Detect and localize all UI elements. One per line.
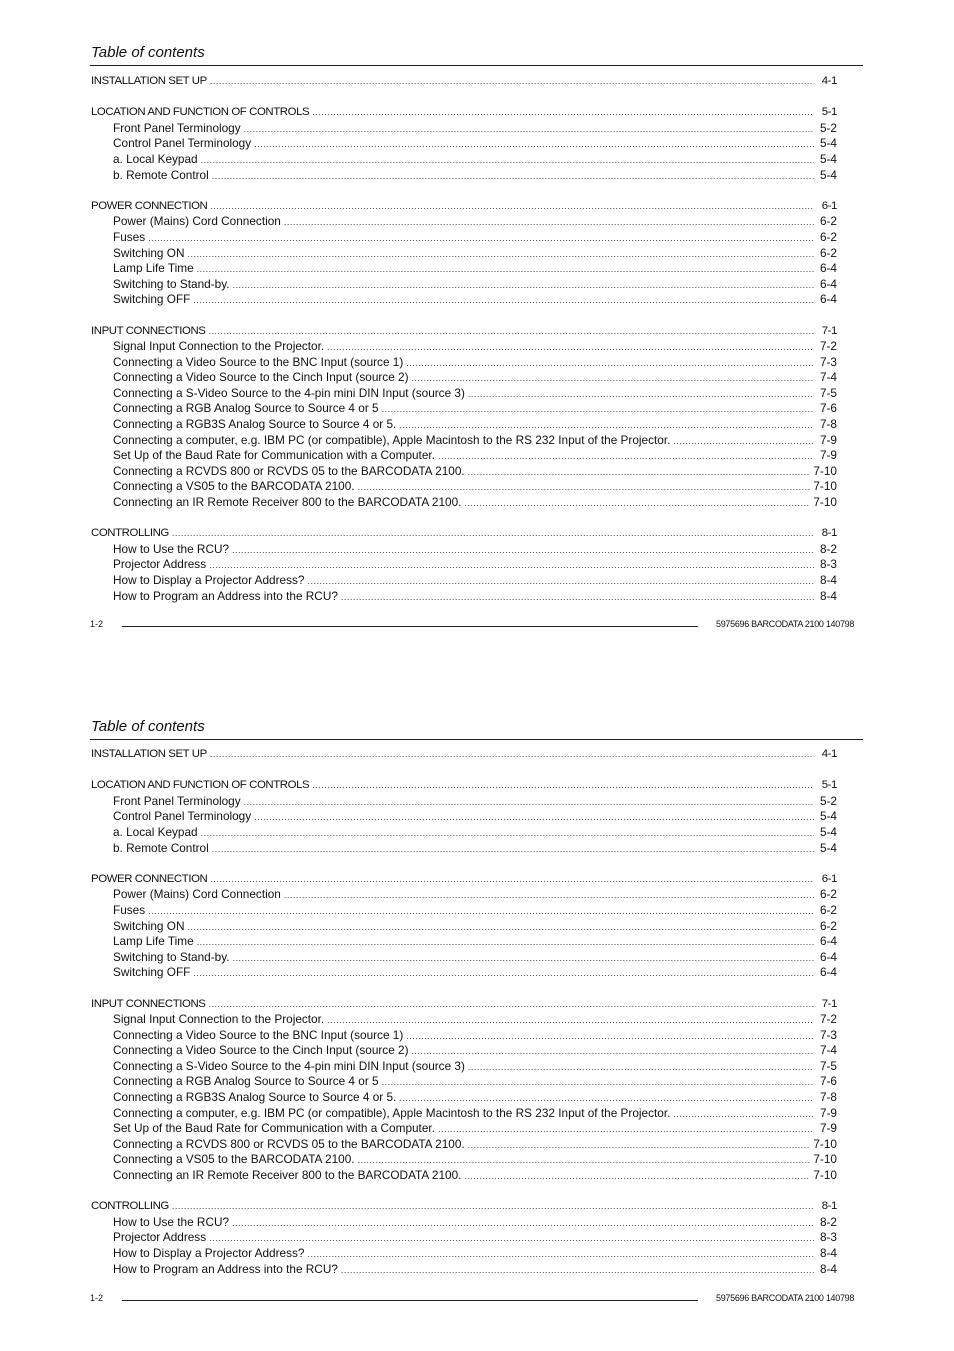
toc-entry-page-number: 8-3 [819,1230,837,1245]
toc-entry-page-number: 7-10 [813,1152,837,1167]
toc-subsection-entry[interactable] [91,1215,837,1231]
toc-entry-page-number: 5-2 [819,793,837,808]
toc-subsection-entry[interactable] [91,355,837,371]
toc-section-entry[interactable] [91,747,837,763]
toc-entry-label: b. Remote Control [113,840,209,855]
toc-entry-page-number: 6-1 [821,872,837,885]
page-title: Table of contents [91,718,205,735]
dot-leader [468,1138,811,1153]
dot-leader [399,418,814,433]
toc-subsection-entry[interactable] [91,1168,837,1184]
dot-leader [341,1263,814,1278]
toc-entry-page-number: 8-4 [819,1261,837,1276]
toc-entry-page-number: 8-4 [819,573,837,587]
toc-entry-page-number: 7-10 [813,1168,837,1183]
dot-leader [341,590,814,605]
toc-section-entry[interactable] [91,872,837,888]
toc-entry-label: Connecting a RCVDS 800 or RCVDS 05 to the BARCODATA 2100. [113,1136,465,1151]
toc-list [91,747,837,1277]
toc-entry-label: Control Panel Terminology [113,136,252,151]
toc-subsection-entry[interactable] [91,433,837,449]
title-divider [90,65,863,66]
toc-entry-page-number: 5-4 [819,167,837,182]
toc-entry-page-number: 7-1 [821,324,837,337]
toc-entry-label: CONTROLLING [91,1200,169,1213]
toc-section-entry[interactable] [91,1199,837,1215]
footer-page-number: 1-2 [90,619,104,629]
dot-leader [212,842,814,857]
toc-subsection-entry[interactable] [91,1137,837,1153]
toc-entry-label: Connecting a RGB3S Analog Source to Source 4 or 5. [113,417,397,432]
dot-leader [399,1091,814,1106]
dot-leader [464,1169,810,1184]
toc-entry-label: Connecting a RGB Analog Source to Source 4 or 5 [113,1074,379,1089]
toc-entry-page-number: 7-8 [819,417,837,432]
footer-divider [122,626,698,627]
toc-section-entry[interactable] [91,74,837,90]
dot-leader [406,1029,814,1044]
toc-entry-page-number: 7-2 [819,1012,837,1027]
toc-subsection-entry[interactable] [91,919,837,935]
toc-entry-page-number: 7-6 [819,1074,837,1089]
toc-entry-page-number: 6-2 [819,245,837,260]
toc-entry-label: Control Panel Terminology [113,809,252,824]
toc-entry-label: Connecting a RGB3S Analog Source to Source 4 or 5. [113,1090,397,1105]
dot-leader [148,231,814,246]
toc-entry-page-number: 6-2 [819,902,837,917]
toc-subsection-entry[interactable] [91,121,837,137]
toc-entry-page-number: 6-4 [819,949,837,964]
toc-entry-page-number: 5-4 [819,151,837,166]
toc-entry-label: Switching ON [113,918,185,933]
toc-entry-page-number: 6-4 [819,292,837,307]
toc-subsection-entry[interactable] [91,557,837,573]
toc-entry-label: Signal Input Connection to the Projector. [113,339,325,354]
toc-entry-label: Connecting a Video Source to the BNC Input (source 1) [113,354,404,369]
dot-leader [172,526,814,542]
toc-entry-label: Connecting a Video Source to the Cinch Input (source 2) [113,370,409,385]
toc-subsection-entry[interactable] [91,1028,837,1044]
toc-entry-page-number: 6-2 [819,887,837,902]
footer-doc-code: 5975696 BARCODATA 2100 140798 [716,1293,855,1303]
dot-leader [232,543,814,558]
toc-entry-label: Connecting a Video Source to the BNC Input (source 1) [113,1027,404,1042]
toc-entry-label: Switching OFF [113,292,191,307]
toc-entry-label: Connecting a Video Source to the Cinch Input (source 2) [113,1043,409,1058]
toc-subsection-entry[interactable] [91,214,837,230]
dot-leader [673,1107,814,1122]
toc-entry-label: Connecting a S-Video Source to the 4-pin mini DIN Input (source 3) [113,1058,465,1073]
dot-leader [209,1231,814,1246]
toc-entry-label: a. Local Keypad [113,824,198,839]
toc-subsection-entry[interactable] [91,950,837,966]
toc-entry-label: Front Panel Terminology [113,120,241,135]
toc-entry-label: Set Up of the Baud Rate for Communication with a Computer. [113,1121,435,1136]
toc-list [91,74,837,604]
toc-entry-label: b. Remote Control [113,167,209,182]
toc-entry-page-number: 8-3 [819,557,837,572]
dot-leader [382,402,814,417]
toc-entry-page-number: 5-4 [819,824,837,839]
toc-entry-label: CONTROLLING [91,527,169,540]
toc-entry-label: How to Program an Address into the RCU? [113,1261,338,1276]
toc-entry-page-number: 5-1 [821,106,837,119]
dot-leader [172,1199,814,1215]
dot-leader [254,810,814,825]
toc-subsection-entry[interactable] [91,277,837,293]
dot-leader [210,74,814,90]
dot-leader [209,324,815,340]
dot-leader [193,293,814,308]
toc-subsection-entry[interactable] [91,1106,837,1122]
toc-entry-label: Connecting a VS05 to the BARCODATA 2100. [113,479,355,494]
toc-entry-label: Connecting a computer, e.g. IBM PC (or compatible), Apple Macintosh to the RS 232 Input of the Projector. [113,1105,671,1120]
toc-entry-page-number: 7-10 [813,463,837,478]
dot-leader [312,105,814,121]
toc-section-entry[interactable] [91,778,837,794]
dot-leader [212,169,814,184]
dot-leader [210,199,814,215]
dot-leader [187,920,814,935]
toc-entry-page-number: 6-4 [819,965,837,980]
dot-leader [284,215,814,230]
dot-leader [197,935,814,950]
dot-leader [412,371,814,386]
toc-section-entry[interactable] [91,526,837,542]
toc-entry-label: LOCATION AND FUNCTION OF CONTROLS [91,779,310,792]
toc-subsection-entry[interactable] [91,542,837,558]
toc-subsection-entry[interactable] [91,401,837,417]
toc-entry-label: Connecting an IR Remote Receiver 800 to the BARCODATA 2100. [113,1168,462,1183]
toc-entry-page-number: 8-2 [819,541,837,556]
toc-entry-page-number: 6-4 [819,261,837,276]
toc-entry-page-number: 7-10 [813,495,837,510]
toc-subsection-entry[interactable] [91,1090,837,1106]
toc-entry-label: INSTALLATION SET UP [91,748,207,760]
toc-entry-page-number: 5-4 [819,136,837,151]
toc-subsection-entry[interactable] [91,386,837,402]
toc-subsection-entry[interactable] [91,339,837,355]
toc-entry-label: Connecting a S-Video Source to the 4-pin mini DIN Input (source 3) [113,385,465,400]
dot-leader [233,951,815,966]
toc-entry-page-number: 6-4 [819,934,837,949]
toc-subsection-entry[interactable] [91,1152,837,1168]
toc-entry-label: Switching ON [113,245,185,260]
toc-entry-label: Front Panel Terminology [113,793,241,808]
toc-subsection-entry[interactable] [91,136,837,152]
toc-entry-page-number: 7-9 [819,1121,837,1136]
footer-doc-code: 5975696 BARCODATA 2100 140798 [716,619,855,629]
dot-leader [193,966,814,981]
toc-entry-page-number: 4-1 [821,75,837,87]
toc-subsection-entry[interactable] [91,903,837,919]
toc-entry-label: Switching to Stand-by. [113,276,230,291]
dot-leader [148,904,814,919]
dot-leader [327,1013,814,1028]
toc-subsection-entry[interactable] [91,1246,837,1262]
dot-leader [187,247,814,262]
dot-leader [312,778,814,794]
toc-entry-page-number: 7-3 [819,1027,837,1042]
toc-subsection-entry[interactable] [91,292,837,308]
toc-entry-label: Fuses [113,902,146,917]
toc-entry-label: Projector Address [113,557,207,572]
toc-entry-label: Lamp Life Time [113,934,194,949]
toc-subsection-entry[interactable] [91,479,837,495]
toc-entry-label: Signal Input Connection to the Projector. [113,1012,325,1027]
toc-entry-page-number: 5-1 [821,779,837,792]
title-divider [90,739,863,740]
toc-subsection-entry[interactable] [91,168,837,184]
toc-entry-page-number: 7-4 [819,370,837,385]
toc-entry-label: Set Up of the Baud Rate for Communication with a Computer. [113,448,435,463]
toc-entry-label: POWER CONNECTION [91,199,208,212]
toc-subsection-entry[interactable] [91,573,837,589]
dot-leader [197,262,814,277]
toc-entry-label: Switching OFF [113,965,191,980]
toc-subsection-entry[interactable] [91,825,837,841]
toc-entry-label: How to Display a Projector Address? [113,573,305,587]
toc-entry-page-number: 6-1 [821,199,837,212]
toc-entry-page-number: 7-9 [819,448,837,463]
dot-leader [201,153,814,168]
toc-entry-label: How to Program an Address into the RCU? [113,588,338,603]
toc-subsection-entry[interactable] [91,261,837,277]
footer-divider [122,1300,698,1301]
toc-entry-page-number: 8-1 [821,527,837,540]
toc-subsection-entry[interactable] [91,841,837,857]
toc-subsection-entry[interactable] [91,1059,837,1075]
toc-entry-label: Fuses [113,229,146,244]
dot-leader [254,137,814,152]
dot-leader [307,574,814,589]
dot-leader [438,1122,814,1137]
toc-entry-page-number: 6-4 [819,276,837,291]
toc-entry-page-number: 6-2 [819,229,837,244]
toc-entry-page-number: 8-4 [819,1246,837,1260]
toc-entry-page-number: 7-9 [819,432,837,447]
toc-entry-label: Power (Mains) Cord Connection [113,214,281,229]
page-title: Table of contents [91,44,205,61]
toc-entry-label: Connecting a RCVDS 800 or RCVDS 05 to the BARCODATA 2100. [113,463,465,478]
toc-entry-page-number: 5-4 [819,809,837,824]
dot-leader [382,1075,814,1090]
toc-entry-label: INPUT CONNECTIONS [91,997,206,1010]
toc-entry-page-number: 5-4 [819,840,837,855]
toc-entry-page-number: 7-1 [821,997,837,1010]
toc-section-entry[interactable] [91,997,837,1013]
toc-entry-label: Lamp Life Time [113,261,194,276]
toc-subsection-entry[interactable] [91,246,837,262]
dot-leader [232,1216,814,1231]
toc-subsection-entry[interactable] [91,464,837,480]
dot-leader [210,872,814,888]
footer-page-number: 1-2 [90,1293,104,1303]
dot-leader [209,997,815,1013]
dot-leader [438,449,814,464]
dot-leader [358,1153,811,1168]
toc-subsection-entry[interactable] [91,495,837,511]
toc-section-entry[interactable] [91,324,837,340]
toc-entry-page-number: 6-2 [819,918,837,933]
toc-entry-page-number: 7-4 [819,1043,837,1058]
toc-entry-label: Power (Mains) Cord Connection [113,887,281,902]
toc-entry-page-number: 7-2 [819,339,837,354]
dot-leader [358,480,811,495]
toc-entry-label: Connecting a computer, e.g. IBM PC (or compatible), Apple Macintosh to the RS 232 Input of the Projector. [113,432,671,447]
toc-entry-page-number: 7-8 [819,1090,837,1105]
toc-subsection-entry[interactable] [91,417,837,433]
toc-entry-page-number: 7-5 [819,1058,837,1073]
toc-subsection-entry[interactable] [91,152,837,168]
toc-entry-page-number: 7-10 [813,479,837,494]
toc-subsection-entry[interactable] [91,794,837,810]
toc-subsection-entry[interactable] [91,1043,837,1059]
toc-subsection-entry[interactable] [91,1262,837,1278]
toc-subsection-entry[interactable] [91,1230,837,1246]
toc-subsection-entry[interactable] [91,965,837,981]
dot-leader [209,558,814,573]
toc-entry-page-number: 8-1 [821,1200,837,1213]
toc-subsection-entry[interactable] [91,809,837,825]
toc-subsection-entry[interactable] [91,1074,837,1090]
toc-entry-page-number: 7-6 [819,401,837,416]
toc-section-entry[interactable] [91,105,837,121]
toc-entry-page-number: 8-4 [819,588,837,603]
toc-entry-page-number: 7-5 [819,385,837,400]
toc-entry-label: Projector Address [113,1230,207,1245]
toc-subsection-entry[interactable] [91,1012,837,1028]
dot-leader [468,1060,814,1075]
dot-leader [233,278,815,293]
toc-entry-label: How to Display a Projector Address? [113,1246,305,1260]
toc-entry-page-number: 7-10 [813,1136,837,1151]
dot-leader [210,747,814,763]
toc-subsection-entry[interactable] [91,448,837,464]
toc-subsection-entry[interactable] [91,589,837,605]
toc-entry-page-number: 5-2 [819,120,837,135]
dot-leader [307,1247,814,1262]
toc-entry-label: Connecting an IR Remote Receiver 800 to the BARCODATA 2100. [113,495,462,510]
dot-leader [406,356,814,371]
toc-entry-label: How to Use the RCU? [113,1214,230,1229]
toc-subsection-entry[interactable] [91,370,837,386]
toc-subsection-entry[interactable] [91,887,837,903]
toc-entry-page-number: 6-2 [819,214,837,229]
toc-entry-page-number: 4-1 [821,748,837,760]
toc-entry-label: LOCATION AND FUNCTION OF CONTROLS [91,106,310,119]
toc-section-entry[interactable] [91,199,837,215]
toc-entry-label: Switching to Stand-by. [113,949,230,964]
dot-leader [673,434,814,449]
dot-leader [327,340,814,355]
toc-entry-label: a. Local Keypad [113,151,198,166]
toc-entry-page-number: 8-2 [819,1214,837,1229]
toc-subsection-entry[interactable] [91,230,837,246]
toc-entry-label: Connecting a VS05 to the BARCODATA 2100. [113,1152,355,1167]
toc-entry-label: How to Use the RCU? [113,541,230,556]
toc-entry-label: INSTALLATION SET UP [91,75,207,87]
toc-entry-label: Connecting a RGB Analog Source to Source 4 or 5 [113,401,379,416]
dot-leader [468,387,814,402]
toc-subsection-entry[interactable] [91,1121,837,1137]
dot-leader [468,465,811,480]
dot-leader [244,795,814,810]
toc-entry-page-number: 7-3 [819,354,837,369]
toc-entry-label: INPUT CONNECTIONS [91,324,206,337]
dot-leader [464,496,810,511]
toc-subsection-entry[interactable] [91,934,837,950]
dot-leader [284,888,814,903]
dot-leader [412,1044,814,1059]
dot-leader [201,826,814,841]
toc-entry-label: POWER CONNECTION [91,872,208,885]
dot-leader [244,122,814,137]
toc-entry-page-number: 7-9 [819,1105,837,1120]
